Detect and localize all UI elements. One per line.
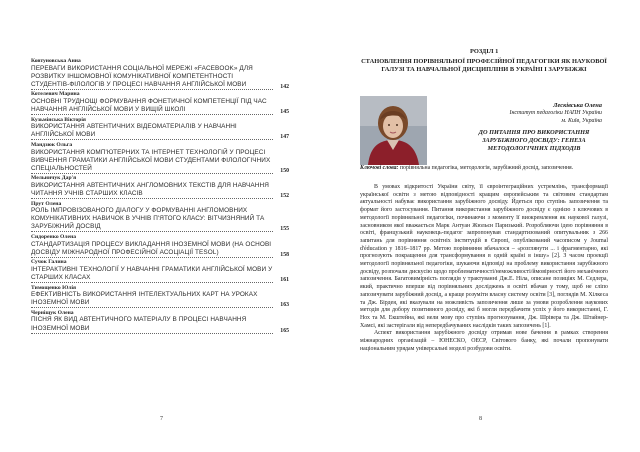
toc-title: ПЕРЕВАГИ ВИКОРИСТАННЯ СОЦІАЛЬНОЇ МЕРЕЖІ «FACEBOOK» ДЛЯ РОЗВИТКУ ІНШОМОВНОЇ КОМУНІКАТИВНОЇ КОМПЕТЕНТНОСТІ СТУДЕНТІВ-ФІЛОЛОГІВ У ПРОЦЕСІ НАВЧАННЯ АНГЛІЙСЬКОЇ МОВИ xyxy=(31,65,273,90)
toc-page-number: 161 xyxy=(280,277,289,284)
author-affiliation xyxy=(468,110,602,125)
toc-title: ІНТЕРАКТИВНІ ТЕХНОЛОГІЇ У НАВЧАННІ ГРАМАТИКИ АНГЛІЙСЬКОЇ МОВИ У СТАРШИХ КЛАСАХ xyxy=(31,266,273,283)
toc-entry[interactable] xyxy=(31,285,289,309)
article-title: ДО ПИТАННЯ ПРО ВИКОРИСТАННЯ ЗАРУБІЖНОГО ДОСВІДУ: ГЕНЕЗА МЕТОДОЛОГІЧНИХ ПІДХОДІВ xyxy=(478,129,590,152)
toc-page-number: 158 xyxy=(280,251,289,258)
keywords xyxy=(360,165,608,172)
toc-page-number: 155 xyxy=(280,226,289,233)
toc-entry[interactable] xyxy=(31,259,289,283)
table-of-contents xyxy=(31,58,289,335)
keywords-text: порівняльна педагогіка, методологія, зарубіжний досвід, запозичення. xyxy=(399,165,574,171)
toc-title: ОСНОВНІ ТРУДНОЩІ ФОРМУВАННЯ ФОНЕТИЧНОЇ КОМПЕТЕНЦІЇ ПІД ЧАС НАВЧАННЯ АНГЛІЙСЬКОЇ МОВИ У ВИЩІЙ ШКОЛІ xyxy=(31,98,273,115)
page-number: 7 xyxy=(160,416,163,422)
author-name: Лесківська Олена xyxy=(553,102,602,109)
portrait-illustration xyxy=(360,96,427,165)
toc-author: Ковтуновська Анна xyxy=(31,58,81,64)
toc-author: Тимощенко Юлія xyxy=(31,284,77,291)
toc-page-number: 145 xyxy=(280,109,289,116)
section-label: РОЗДІЛ 1 xyxy=(470,48,499,55)
toc-title: ПІСНЯ ЯК ВИД АВТЕНТИЧНОГО МАТЕРІАЛУ В ПРОЦЕСІ НАВЧАННЯ ІНОЗЕМНОЇ МОВИ xyxy=(31,316,273,333)
toc-page-number: 165 xyxy=(280,327,289,334)
toc-entry[interactable] xyxy=(31,201,289,233)
toc-page-number: 150 xyxy=(280,167,289,174)
article-body xyxy=(360,184,608,353)
toc-author: Кузьмінська Вікторія xyxy=(31,116,86,123)
body-paragraph: Аспект використання зарубіжного досвіду отримав нове бачення в рамках створення міжнародних організацій – ЮНЕСКО, ОЕСР, Світового банку, які почали пропонувати національним урядам універсальні моделі розбудови освіти. xyxy=(360,330,608,352)
toc-entry[interactable] xyxy=(31,310,289,334)
toc-author: Сучок Галина xyxy=(31,259,67,266)
body-paragraph: В умовах відкритості України світу, її євроінтеграційних устремлінь, трансформації української освіти з метою відповідності кращим європейським та світовим стандартам актуальності набуває використання зарубіжного досвіду. Йдеться про ступінь запозичення та формат його застосування. Питання використання зарубіжного досвіду є однією з ключових в методології порівняльної педагогіки, починаючи з моменту її виокремлення як наукової галузі, засновником якої вважається Марк Антуан Жюльєн Паризький. Розробляючи ідею порівняння в освіті, французький науковець-педагог запропонував стандартизований опитувальник з 266 запитань для порівняння освітніх інституцій в Європі, опублікований часописом у Journal d'éducation у 1816–1817 рр. Метою порівняння вбачалося – «розглянути ... і фрагментарно, які прогнозують покращення для трансформування в одній країні в іншу» [2]. З часом проекції методології порівняльної педагогіки, шукаючи відповіді на проблему використання зарубіжного досвіду, розпочали дискусію щодо проблематичності/неможливості/ймовірності його механічного запозичення. Багатовимірність поглядів у трактуванні Дж.Е. Ніла, описане позиціях М. Седлера, який, практично вперше від порівняльних досліджень в освіті вбачав у тому, щоб не сліпо запозичувати зарубіжний досвід, а краще розуміти власну систему освіти [3], поглядів М. Хілкеса та Дж. Бірдея, які вказували на можливість запозичення лише за умови розроблення наукових методів для добору позитивного досвіду, які б могли передбачити успіх у його використанні, Г. Нох та М. Екштейна, які вели мову про ступінь прогнозування, Дж. Шрівера та Дж. Штайнер-Хамсі, які застерігали від непередбачуваних наслідків таких запозичень [1]. xyxy=(360,184,608,329)
toc-entry[interactable] xyxy=(31,234,289,258)
toc-entry[interactable] xyxy=(31,142,289,174)
toc-page-number: 142 xyxy=(280,83,289,90)
toc-page-number: 147 xyxy=(280,134,289,141)
author-portrait-photo xyxy=(360,96,427,165)
toc-entry[interactable] xyxy=(31,91,289,115)
toc-author: Мельничук Дар'я xyxy=(31,175,77,182)
toc-author: Черніщук Олена xyxy=(31,309,74,316)
section-title: СТАНОВЛЕННЯ ПОРІВНЯЛЬНОЇ ПРОФЕСІЙНОЇ ПЕДАГОГІКИ ЯК НАУКОВОЇ ГАЛУЗІ ТА НАВЧАЛЬНОЇ ДИСЦИПЛІНИ В УКРАЇНІ І ЗАРУБІЖЖІ xyxy=(361,58,607,73)
toc-author: Сидоренко Олена xyxy=(31,233,77,240)
toc-author: Мандзюк Ольга xyxy=(31,141,73,148)
toc-page-number: 163 xyxy=(280,302,289,309)
author-affiliation-institute: Інститут педагогіки НАПН України xyxy=(509,110,602,116)
toc-page-number: 152 xyxy=(280,193,289,200)
toc-title: РОЛЬ ІМПРОВІЗОВАНОГО ДІАЛОГУ У ФОРМУВАННІ АНГЛОМОВНИХ КОМУНІКАТИВНИХ НАВИЧОК В УЧНІВ П'ЯТОГО КЛАСУ: ВІТЧИЗНЯНИЙ ТА ЗАРУБІЖНИЙ ДОСВІД xyxy=(31,207,273,232)
toc-entry[interactable] xyxy=(31,117,289,141)
toc-title: ЕФЕКТИВНІСТЬ ВИКОРИСТАННЯ ІНТЕЛЕКТУАЛЬНИХ КАРТ НА УРОКАХ ІНОЗЕМНОЇ МОВИ xyxy=(31,291,273,308)
keywords-label: Ключові слова: xyxy=(360,165,399,171)
toc-entry[interactable] xyxy=(31,175,289,199)
page-number: 8 xyxy=(479,416,482,422)
author-affiliation-city: м. Київ, Україна xyxy=(561,117,602,124)
toc-title: ВИКОРИСТАННЯ АВТЕНТИЧНИХ АНГЛОМОВНИХ ТЕКСТІВ ДЛЯ НАВЧАННЯ ЧИТАННЯ УЧНІВ СТАРШИХ КЛАСІВ xyxy=(31,182,273,199)
toc-title: ВИКОРИСТАННЯ КОМП'ЮТЕРНИХ ТА ІНТЕРНЕТ ТЕХНОЛОГІЙ У ПРОЦЕСІ ВИВЧЕННЯ ГРАМАТИКИ АНГЛІЙСЬКОЇ МОВИ СТУДЕНТАМИ ФІЛОЛОГІЧНИХ СПЕЦІАЛЬНОСТЕЙ xyxy=(31,149,273,174)
toc-title: ВИКОРИСТАННЯ АВТЕНТИЧНИХ ВІДЕОМАТЕРІАЛІВ У НАВЧАННІ АНГЛІЙСЬКОЇ МОВИ xyxy=(31,123,273,140)
toc-entry[interactable] xyxy=(31,58,289,90)
toc-author: Котелевич Марина xyxy=(31,91,80,98)
toc-title: СТАНДАРТИЗАЦІЯ ПРОЦЕСУ ВИКЛАДАННЯ ІНОЗЕМНОЇ МОВИ (НА ОСНОВІ ДОСВІДУ МІЖНАРОДНОЇ ПРОФЕСІЙНОЇ АСОЦІАЦІЇ TESOL) xyxy=(31,241,273,258)
toc-author: Прут Олена xyxy=(31,200,62,207)
right-page xyxy=(320,0,640,452)
